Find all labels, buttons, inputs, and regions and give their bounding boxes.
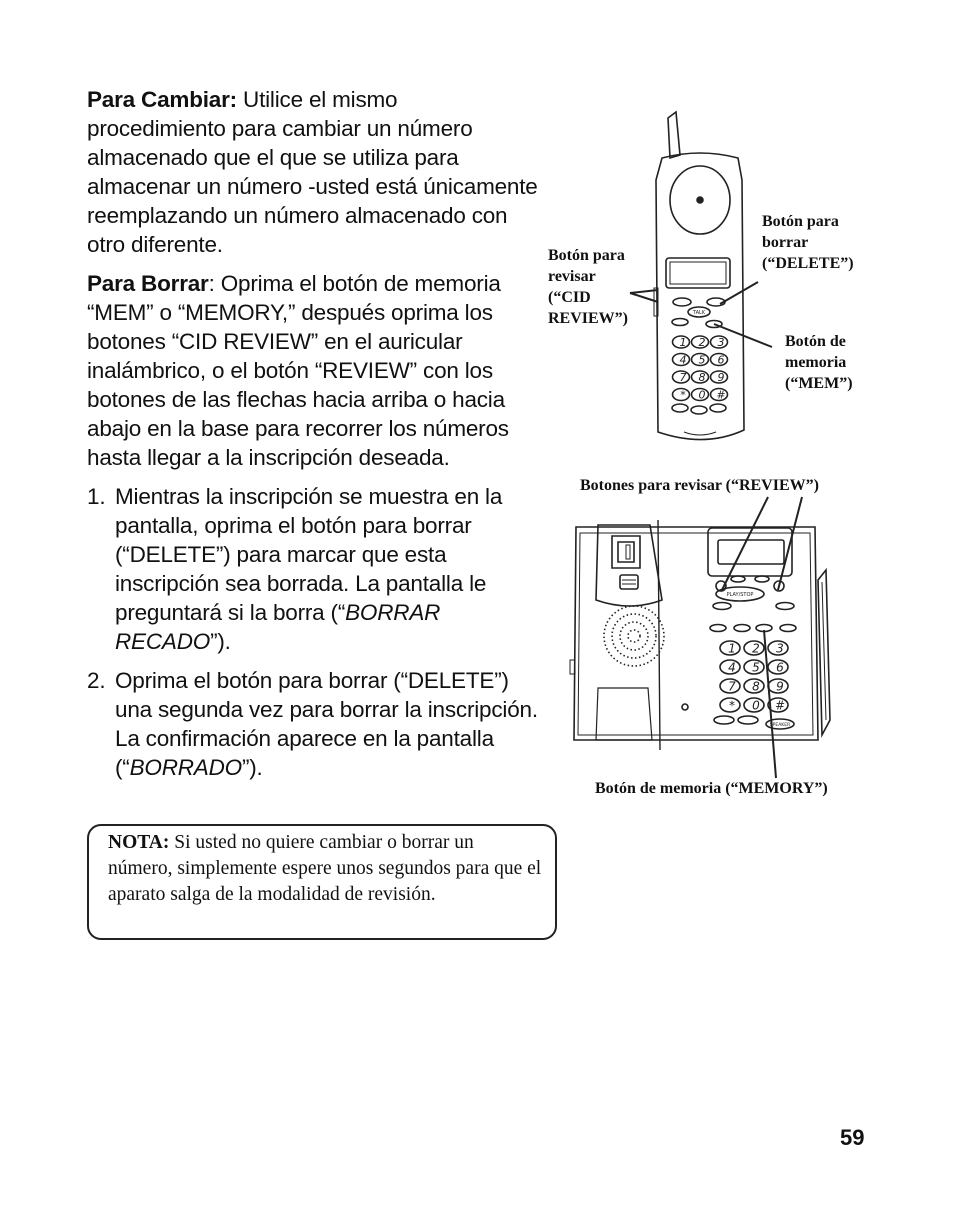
- base-key-label: 7: [728, 679, 736, 694]
- label-line: REVIEW”): [548, 310, 629, 327]
- step-display-message: BORRAR RECADO: [115, 600, 441, 654]
- base-key-label: 1: [728, 641, 736, 656]
- para-cambiar-lead: Para Cambiar:: [87, 87, 237, 112]
- handset-key-label: 1: [679, 335, 687, 349]
- base-display: [718, 540, 784, 564]
- label-line: (“MEM”): [785, 375, 853, 392]
- handset-key-label: 8: [698, 370, 706, 384]
- callout-line-delete: [720, 282, 758, 304]
- base-speaker-label: SPEAKER: [769, 723, 791, 728]
- label-line: Botón para: [548, 247, 625, 264]
- step-text-tail: ”).: [210, 629, 231, 654]
- base-key-label: *: [729, 698, 735, 713]
- handset-keypad: [673, 336, 728, 402]
- step-text-main: Mientras la inscripción se muestra en la pantalla, oprima el botón para borrar (“DELETE”) para marcar que esta inscripción sea borrada. La pantalla le preguntará si la borra (“: [115, 484, 503, 625]
- step-text-main: Oprima el botón para borrar (“DELETE”) una segunda vez para borrar la inscripción. La confirmación aparece en la pantalla (“: [115, 668, 538, 780]
- base-speaker-grille: [604, 606, 664, 666]
- para-borrar-text: Oprima el botón de memoria “MEM” o “MEMORY,” después oprima los botones “CID REVIEW” en el auricular inalámbrico, o el botón “REVIEW” con los botones de las flechas hacia arriba o hacia abajo en la base para recorrer los números hasta llegar a la inscripción deseada.: [87, 271, 509, 470]
- base-key-label: 2: [752, 641, 760, 656]
- base-key-label: 4: [728, 660, 736, 675]
- base-key-label: 6: [776, 660, 784, 675]
- handset-key-label: 3: [717, 335, 725, 349]
- handset-key-label: 5: [698, 353, 706, 367]
- para-borrar-lead: Para Borrar: [87, 271, 209, 296]
- label-line: borrar: [762, 234, 809, 251]
- label-line: (“CID: [548, 289, 591, 306]
- note-text: Si usted no quiere cambiar o borrar un número, simplemente espere unos segundos para que el aparato salga de la modalidad de revisión.: [108, 832, 542, 905]
- label-memory-base: Botón de memoria (“MEMORY”): [595, 780, 828, 797]
- page-number: 59: [840, 1125, 865, 1150]
- base-keypad: [720, 641, 788, 712]
- label-line: Botón de: [785, 333, 846, 350]
- handset-key-label: *: [680, 388, 686, 402]
- base-drawing: [570, 520, 830, 750]
- label-line: memoria: [785, 354, 847, 371]
- handset-key-label: 7: [679, 370, 687, 384]
- label-line: Botón para: [762, 213, 839, 230]
- handset-key-label: 9: [717, 370, 725, 384]
- handset-key-label: 4: [679, 353, 687, 367]
- handset-key-label: 0: [698, 388, 706, 402]
- base-key-label: 8: [752, 679, 760, 694]
- handset-key-label: 2: [698, 335, 706, 349]
- base-key-label: 0: [752, 698, 760, 713]
- base-play-stop-label: PLAY/STOP: [726, 592, 754, 598]
- handset-key-label: 6: [717, 353, 725, 367]
- label-mem: [785, 331, 853, 394]
- step-number: 2.: [87, 668, 106, 693]
- base-handset-cradle: [596, 525, 662, 606]
- base-key-label: #: [774, 698, 786, 713]
- label-line: (“DELETE”): [762, 255, 854, 272]
- handset-antenna: [668, 112, 680, 158]
- base-key-label: 9: [776, 679, 784, 694]
- label-cid-review: [548, 245, 628, 329]
- label-line: revisar: [548, 268, 596, 285]
- handset-logo-icon: [697, 197, 703, 203]
- base-key-label: 3: [776, 641, 784, 656]
- label-review-base: Botones para revisar (“REVIEW”): [580, 477, 819, 494]
- handset-cid-review-button: [673, 298, 691, 306]
- handset-talk-label: TALK: [692, 310, 706, 316]
- label-delete: [762, 211, 854, 274]
- para-borrar-colon: :: [208, 271, 215, 296]
- base-key-label: 5: [752, 660, 760, 675]
- step-text-tail: ”).: [241, 755, 263, 780]
- step-number: 1.: [87, 484, 106, 509]
- para-cambiar-text: Utilice el mismo procedimiento para cambiar un número almacenado que el que se utiliza para almacenar un número -usted está únicamente reemplazando un número almacenado con otro diferente.: [87, 87, 538, 257]
- step-display-message: BORRADO: [129, 755, 242, 780]
- handset-key-label: #: [716, 388, 726, 402]
- note-label: NOTA:: [108, 832, 170, 853]
